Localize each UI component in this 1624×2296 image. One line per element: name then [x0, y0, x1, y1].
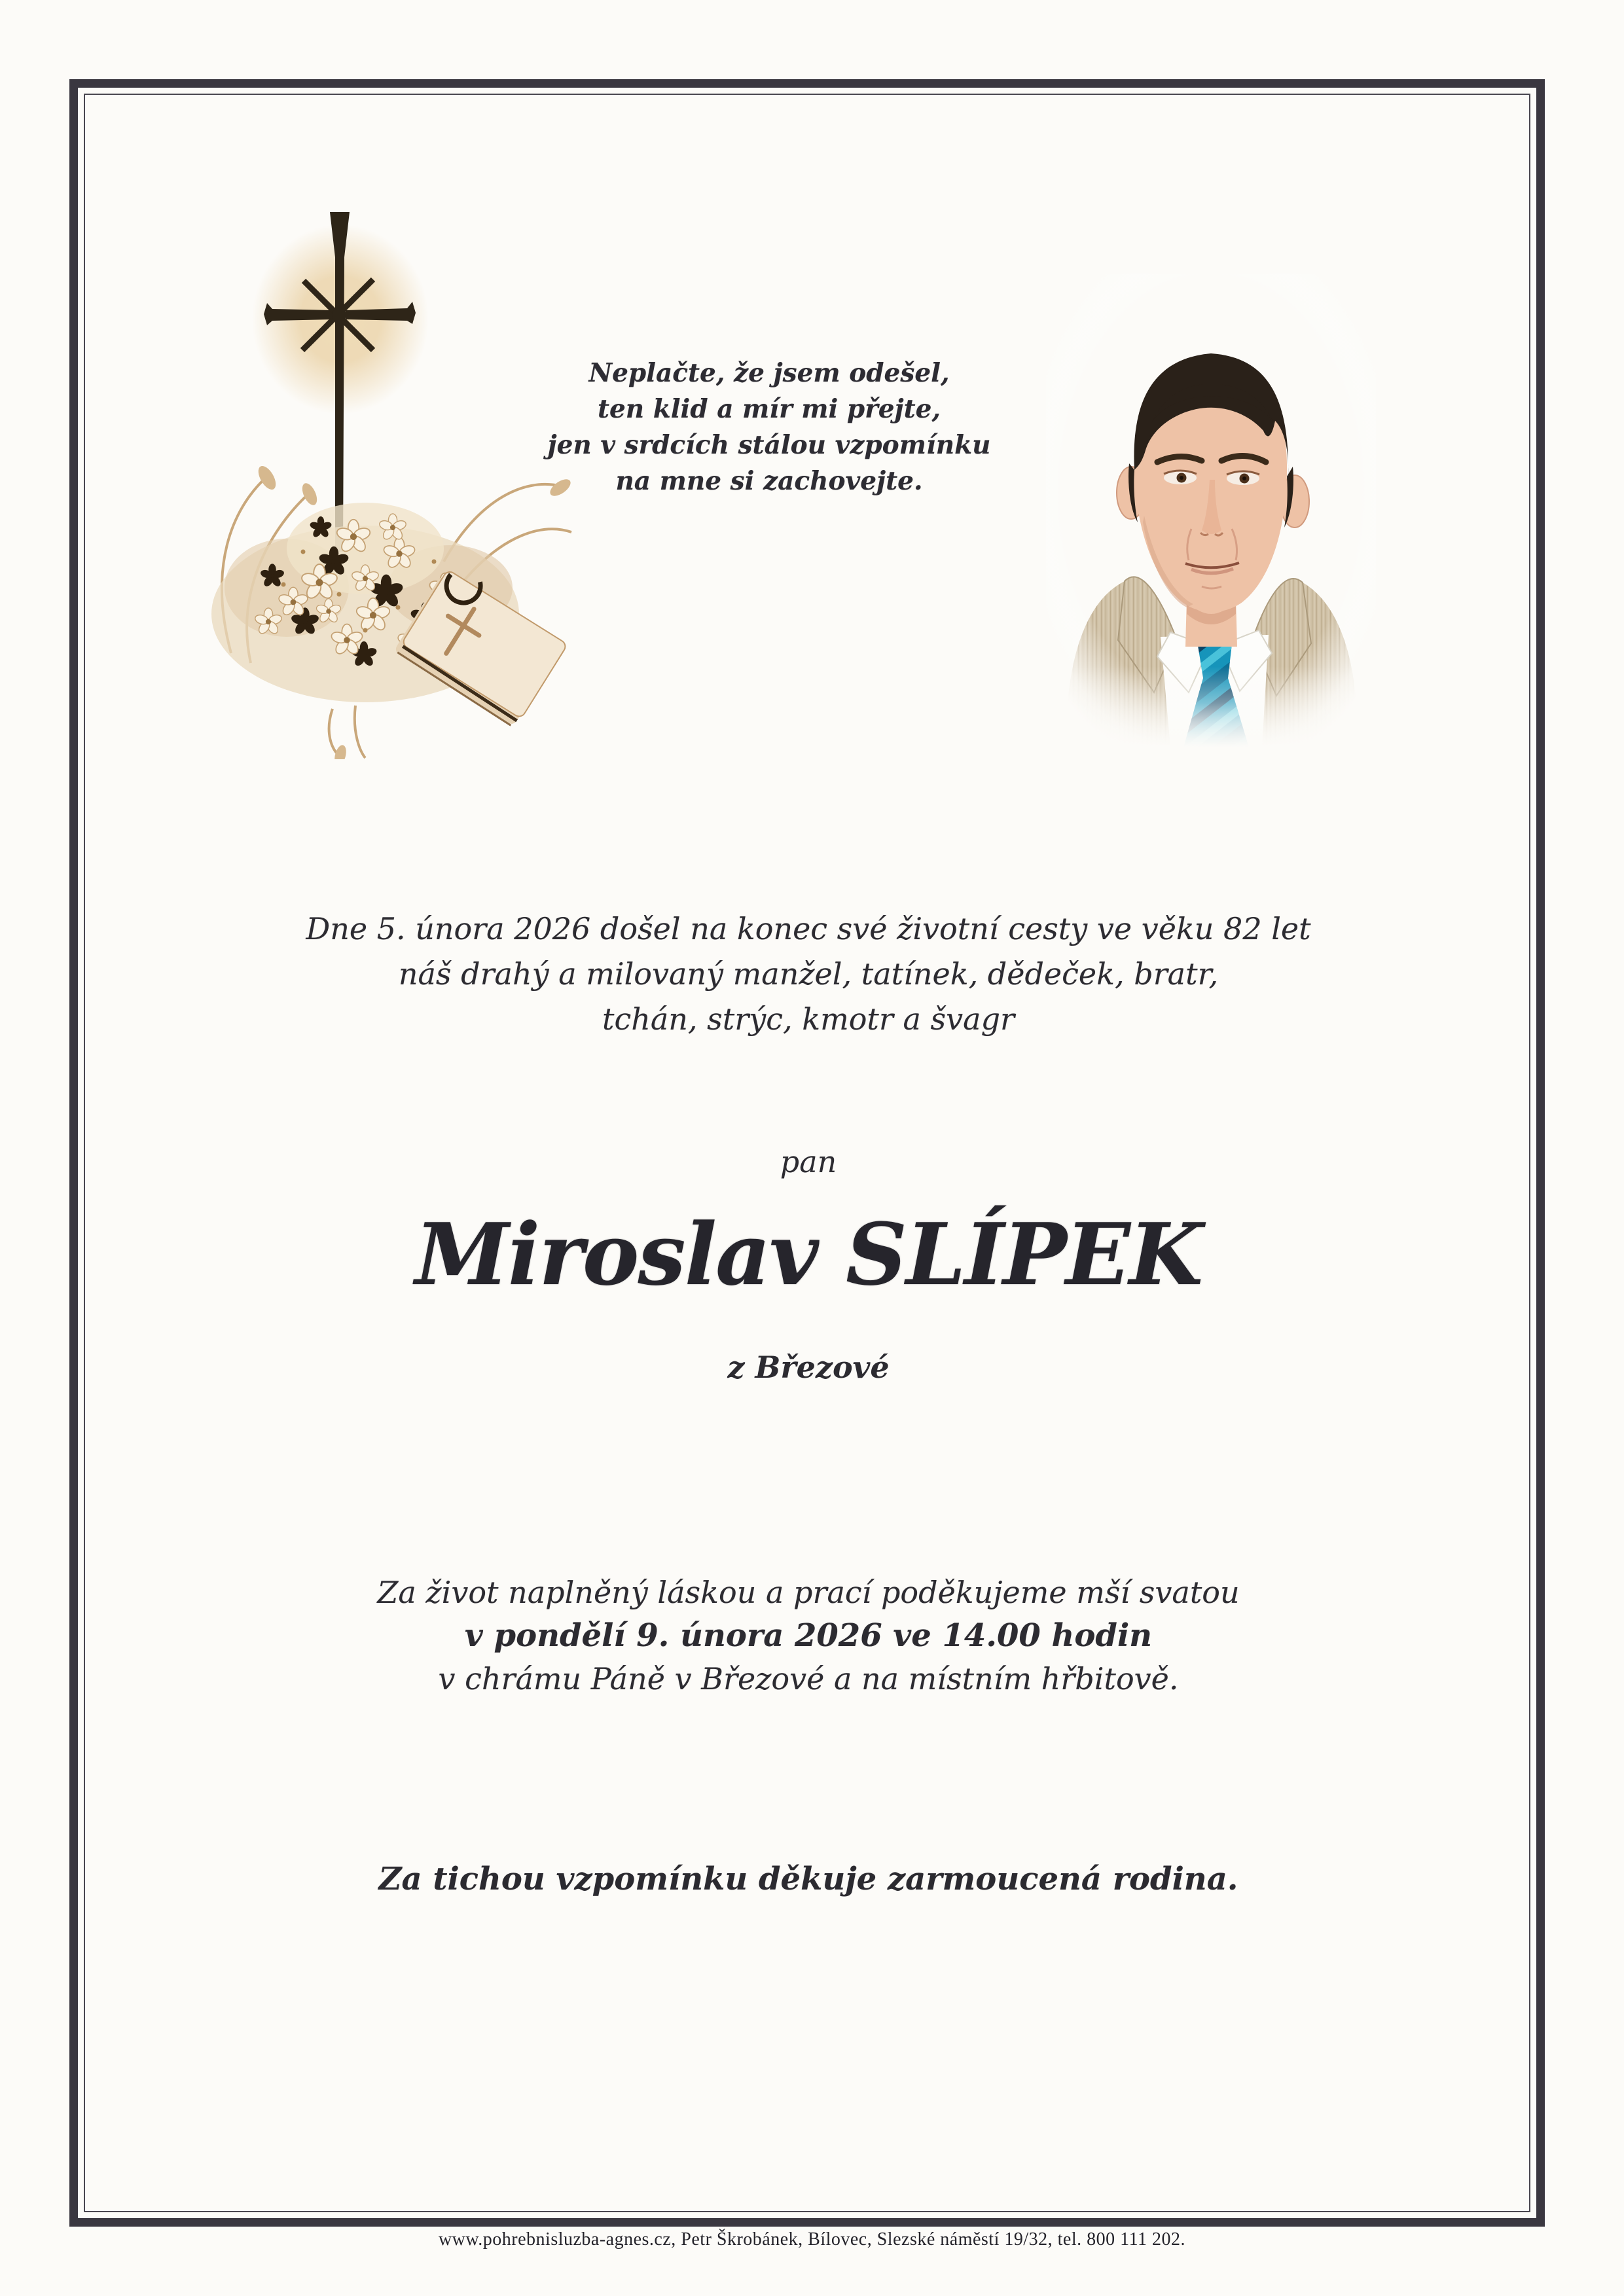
announcement-line-2: náš drahý a milovaný manžel, tatínek, dědeček, bratr, [398, 956, 1219, 992]
honorific: pan [780, 1144, 837, 1179]
portrait-of-deceased [1046, 274, 1376, 747]
memorial-verse [507, 355, 1031, 499]
verse-line-4: na mne si zachovejte. [615, 466, 923, 496]
service-line-3: v chrámu Páně v Březové a na místním hřbitově. [438, 1661, 1179, 1696]
funeral-home-contact: www.pohrebnisluzba-agnes.cz, Petr Škrobánek, Bílovec, Slezské náměstí 19/32, tel. 800 111 202. [438, 2229, 1186, 2250]
announcement-line-3: tchán, strýc, kmotr a švagr [602, 1001, 1015, 1037]
deceased-name: Miroslav SLÍPEK [414, 1204, 1202, 1304]
verse-line-2: ten klid a mír mi přejte, [597, 394, 941, 424]
deceased-origin: z Březové [727, 1350, 890, 1385]
announcement-line-1: Dne 5. února 2026 došel na konec své životní cesty ve věku 82 let [306, 911, 1311, 946]
service-line-1: Za život naplněný láskou a prací poděkujeme mší svatou [377, 1575, 1240, 1610]
verse-line-3: jen v srdcích stálou vzpomínku [547, 430, 991, 460]
funeral-service-info [157, 1571, 1460, 1700]
verse-line-1: Neplačte, že jsem odešel, [588, 358, 950, 388]
death-announcement [157, 906, 1460, 1042]
family-thanks: Za tichou vzpomínku děkuje zarmoucená rodina. [378, 1861, 1238, 1897]
service-date-time: v pondělí 9. února 2026 ve 14.00 hodin [464, 1617, 1153, 1654]
